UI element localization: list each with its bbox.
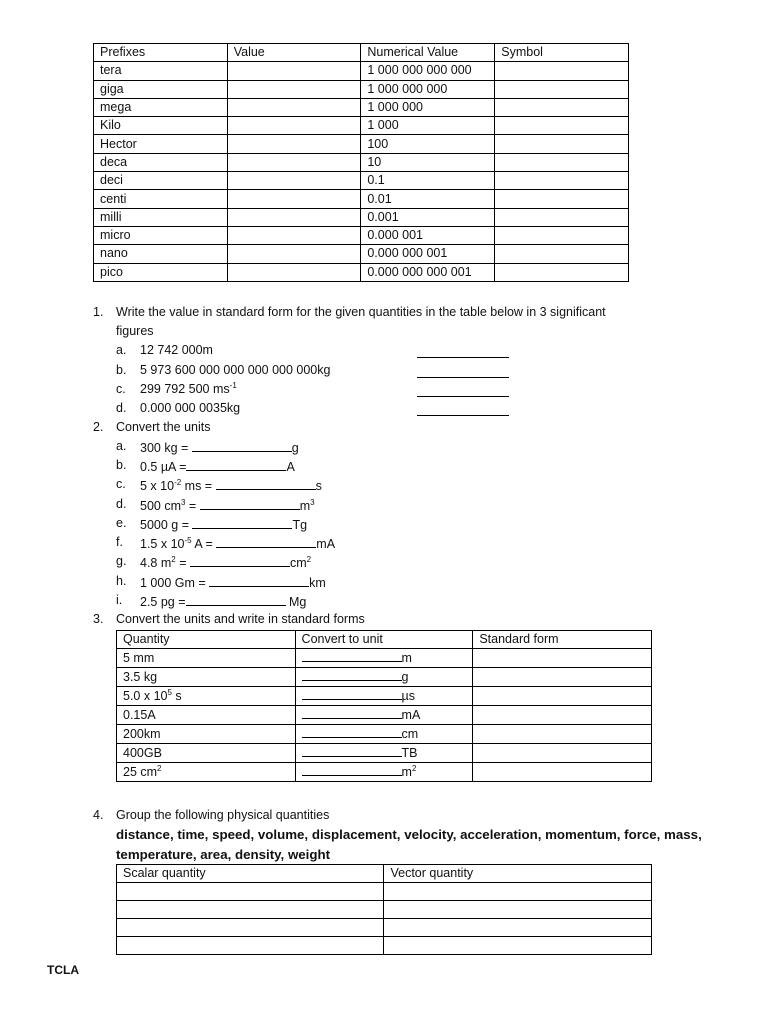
item-label: b. bbox=[116, 363, 127, 377]
target-unit: Mg bbox=[285, 595, 307, 609]
item-quantity: 5000 g = bbox=[140, 518, 193, 532]
prefix-cell[interactable] bbox=[495, 62, 629, 80]
convert-header-cell: Quantity bbox=[117, 631, 296, 649]
superscript: 2 bbox=[157, 763, 162, 773]
answer-blank[interactable] bbox=[200, 497, 300, 510]
item-text bbox=[140, 382, 237, 396]
prefix-cell: tera bbox=[94, 62, 228, 80]
answer-blank[interactable] bbox=[302, 668, 402, 681]
quantity-value: 400GB bbox=[123, 745, 162, 760]
superscript: 2 bbox=[411, 764, 417, 774]
target-unit: µs bbox=[401, 689, 415, 704]
prefix-cell[interactable] bbox=[227, 153, 361, 171]
convert-row bbox=[117, 744, 652, 763]
prefix-cell: giga bbox=[94, 80, 228, 98]
item-text bbox=[140, 516, 307, 532]
prefix-cell: 0.01 bbox=[361, 190, 495, 208]
convert-unit-cell[interactable] bbox=[295, 687, 473, 706]
item-quantity: 2.5 pg = bbox=[140, 595, 186, 609]
prefix-cell[interactable] bbox=[227, 135, 361, 153]
item-text bbox=[140, 458, 295, 474]
prefix-cell: nano bbox=[94, 245, 228, 263]
item-label: f. bbox=[116, 535, 123, 549]
convert-row bbox=[117, 649, 652, 668]
quantity-cell bbox=[117, 668, 296, 687]
quantity-value: 200km bbox=[123, 726, 161, 741]
prefix-row bbox=[94, 226, 629, 244]
item-text bbox=[140, 574, 326, 590]
item-equals: A = bbox=[191, 537, 217, 551]
target-unit: km bbox=[309, 576, 326, 590]
standard-form-cell[interactable] bbox=[473, 744, 652, 763]
scalar-cell[interactable] bbox=[117, 883, 384, 901]
item-label: g. bbox=[116, 554, 127, 568]
scalar-cell[interactable] bbox=[117, 919, 384, 937]
prefix-table bbox=[93, 43, 629, 282]
standard-form-cell[interactable] bbox=[473, 649, 652, 668]
target-unit: m bbox=[401, 651, 412, 666]
prefix-cell[interactable] bbox=[495, 153, 629, 171]
item-text bbox=[140, 401, 240, 415]
item-label: c. bbox=[116, 382, 126, 396]
standard-form-cell[interactable] bbox=[473, 687, 652, 706]
group-header-row bbox=[117, 865, 652, 883]
vector-cell[interactable] bbox=[384, 901, 652, 919]
convert-row bbox=[117, 687, 652, 706]
convert-row bbox=[117, 668, 652, 687]
item-quantity: 4.8 m bbox=[140, 556, 172, 570]
question-1-text: Write the value in standard form for the given quantities in the table below in 3 significant bbox=[116, 305, 606, 319]
footer-label: TCLA bbox=[47, 963, 79, 977]
prefix-cell[interactable] bbox=[227, 226, 361, 244]
prefix-cell[interactable] bbox=[227, 190, 361, 208]
prefix-row bbox=[94, 135, 629, 153]
group-row bbox=[117, 937, 652, 955]
prefix-cell: 0.000 001 bbox=[361, 226, 495, 244]
convert-row bbox=[117, 725, 652, 744]
prefix-cell[interactable] bbox=[227, 117, 361, 135]
group-table bbox=[116, 864, 652, 955]
quantity-cell bbox=[117, 763, 296, 782]
answer-blank[interactable] bbox=[302, 706, 402, 719]
superscript: -2 bbox=[174, 478, 182, 487]
item-quantity: 300 kg = bbox=[140, 441, 192, 455]
prefix-cell[interactable] bbox=[495, 172, 629, 190]
item-quantity: 12 742 000m bbox=[140, 343, 213, 357]
item-text bbox=[140, 477, 322, 493]
prefix-cell: 1 000 bbox=[361, 117, 495, 135]
answer-blank[interactable] bbox=[302, 687, 402, 700]
answer-line[interactable] bbox=[417, 415, 509, 416]
target-unit: mA bbox=[401, 708, 421, 723]
target-unit: mA bbox=[316, 537, 336, 551]
prefix-cell[interactable] bbox=[495, 98, 629, 116]
quantity-cell bbox=[117, 649, 296, 668]
prefix-cell: 1 000 000 000 bbox=[361, 80, 495, 98]
item-quantity: 1 000 Gm = bbox=[140, 576, 210, 590]
item-equals: = bbox=[185, 499, 200, 513]
quantity-cell bbox=[117, 706, 296, 725]
item-quantity: 1.5 x 10 bbox=[140, 537, 185, 551]
prefix-cell: milli bbox=[94, 208, 228, 226]
prefix-cell[interactable] bbox=[495, 190, 629, 208]
item-label: h. bbox=[116, 574, 127, 588]
prefix-cell[interactable] bbox=[227, 245, 361, 263]
item-quantity: 299 792 500 ms bbox=[140, 382, 230, 396]
item-text bbox=[140, 343, 213, 357]
quantity-value: 5 mm bbox=[123, 650, 155, 665]
answer-blank[interactable] bbox=[186, 458, 286, 471]
prefix-header-cell: Symbol bbox=[495, 44, 629, 62]
standard-form-cell[interactable] bbox=[473, 763, 652, 782]
quantity-unit: s bbox=[171, 688, 182, 703]
group-header-cell: Vector quantity bbox=[384, 865, 652, 883]
prefix-row bbox=[94, 153, 629, 171]
target-unit: Tg bbox=[292, 518, 308, 532]
prefix-cell[interactable] bbox=[227, 80, 361, 98]
group-row bbox=[117, 901, 652, 919]
answer-blank[interactable] bbox=[216, 535, 316, 548]
item-text bbox=[140, 535, 335, 551]
prefix-row bbox=[94, 263, 629, 281]
item-equals: ms = bbox=[181, 479, 216, 493]
vector-cell[interactable] bbox=[384, 937, 652, 955]
standard-form-cell[interactable] bbox=[473, 668, 652, 687]
item-quantity: 0.5 µA = bbox=[140, 460, 187, 474]
answer-blank[interactable] bbox=[192, 439, 292, 452]
answer-blank[interactable] bbox=[302, 649, 402, 662]
target-unit: g bbox=[291, 441, 299, 455]
prefix-cell[interactable] bbox=[227, 98, 361, 116]
answer-line[interactable] bbox=[417, 377, 509, 378]
prefix-cell[interactable] bbox=[495, 263, 629, 281]
superscript: 3 bbox=[181, 498, 186, 507]
convert-unit-cell[interactable] bbox=[295, 725, 473, 744]
prefix-cell: 1 000 000 bbox=[361, 98, 495, 116]
convert-header-row bbox=[117, 631, 652, 649]
item-label: c. bbox=[116, 477, 126, 491]
scalar-cell[interactable] bbox=[117, 901, 384, 919]
answer-blank[interactable] bbox=[190, 554, 290, 567]
quantity-cell bbox=[117, 725, 296, 744]
vector-cell[interactable] bbox=[384, 883, 652, 901]
item-label: d. bbox=[116, 497, 127, 511]
answer-blank[interactable] bbox=[216, 477, 316, 490]
item-label: a. bbox=[116, 439, 127, 453]
target-unit: m bbox=[299, 499, 311, 513]
answer-blank[interactable] bbox=[186, 593, 286, 606]
quantity-value: 5.0 x 10 bbox=[123, 688, 168, 703]
prefix-cell: 10 bbox=[361, 153, 495, 171]
standard-form-cell[interactable] bbox=[473, 725, 652, 744]
quantity-value: 0.15A bbox=[123, 707, 156, 722]
prefix-row bbox=[94, 190, 629, 208]
prefix-cell: 0.1 bbox=[361, 172, 495, 190]
scalar-cell[interactable] bbox=[117, 937, 384, 955]
answer-line[interactable] bbox=[417, 357, 509, 358]
prefix-cell: 0.001 bbox=[361, 208, 495, 226]
answer-line[interactable] bbox=[417, 396, 509, 397]
prefix-row bbox=[94, 117, 629, 135]
group-row bbox=[117, 883, 652, 901]
prefix-cell[interactable] bbox=[495, 245, 629, 263]
question-3-text: Convert the units and write in standard forms bbox=[116, 612, 365, 626]
question-3-number: 3. bbox=[93, 612, 104, 626]
item-text bbox=[140, 363, 330, 377]
prefix-header-cell: Prefixes bbox=[94, 44, 228, 62]
prefix-row bbox=[94, 98, 629, 116]
target-unit: cm bbox=[289, 556, 307, 570]
convert-row bbox=[117, 763, 652, 782]
item-label: b. bbox=[116, 458, 127, 472]
superscript: 5 bbox=[167, 687, 172, 697]
question-4-text: Group the following physical quantities bbox=[116, 808, 330, 822]
prefix-cell: Kilo bbox=[94, 117, 228, 135]
item-quantity: 500 cm bbox=[140, 499, 181, 513]
prefix-cell[interactable] bbox=[495, 135, 629, 153]
item-label: e. bbox=[116, 516, 127, 530]
question-2-text: Convert the units bbox=[116, 420, 211, 434]
question-4-quantities-line1: distance, time, speed, volume, displacement, velocity, acceleration, momentum, force, mass, bbox=[116, 827, 702, 842]
question-1-number: 1. bbox=[93, 305, 104, 319]
prefix-cell: deca bbox=[94, 153, 228, 171]
prefix-cell: 0.000 000 001 bbox=[361, 245, 495, 263]
answer-blank[interactable] bbox=[302, 763, 402, 776]
convert-header-cell: Standard form bbox=[473, 631, 652, 649]
item-quantity: 5 973 600 000 000 000 000 000kg bbox=[140, 363, 331, 377]
item-text bbox=[140, 497, 315, 513]
prefix-cell: 100 bbox=[361, 135, 495, 153]
convert-unit-cell[interactable] bbox=[295, 668, 473, 687]
prefix-cell[interactable] bbox=[495, 226, 629, 244]
vector-cell[interactable] bbox=[384, 919, 652, 937]
prefix-cell: Hector bbox=[94, 135, 228, 153]
answer-blank[interactable] bbox=[302, 744, 402, 757]
quantity-cell bbox=[117, 744, 296, 763]
quantity-value: 25 cm bbox=[123, 764, 158, 779]
quantity-cell bbox=[117, 687, 296, 706]
prefix-cell: 1 000 000 000 000 bbox=[361, 62, 495, 80]
prefix-cell[interactable] bbox=[227, 172, 361, 190]
prefix-cell: deci bbox=[94, 172, 228, 190]
prefix-cell: centi bbox=[94, 190, 228, 208]
target-unit: A bbox=[286, 460, 295, 474]
prefix-row bbox=[94, 172, 629, 190]
target-unit: g bbox=[401, 670, 409, 685]
prefix-row bbox=[94, 62, 629, 80]
prefix-cell[interactable] bbox=[495, 80, 629, 98]
target-unit: cm bbox=[401, 727, 419, 742]
prefix-row bbox=[94, 80, 629, 98]
prefix-cell[interactable] bbox=[227, 263, 361, 281]
prefix-header-cell: Numerical Value bbox=[361, 44, 495, 62]
group-row bbox=[117, 919, 652, 937]
item-label: i. bbox=[116, 593, 123, 607]
item-text bbox=[140, 439, 299, 455]
superscript: 3 bbox=[310, 498, 315, 507]
superscript: 2 bbox=[171, 555, 176, 564]
convert-unit-cell[interactable] bbox=[295, 763, 473, 782]
convert-unit-cell[interactable] bbox=[295, 744, 473, 763]
prefix-cell[interactable] bbox=[227, 62, 361, 80]
question-2-number: 2. bbox=[93, 420, 104, 434]
prefix-row bbox=[94, 245, 629, 263]
prefix-cell: 0.000 000 000 001 bbox=[361, 263, 495, 281]
question-1-text-line2: figures bbox=[116, 324, 154, 338]
question-4-quantities-line2: temperature, area, density, weight bbox=[116, 847, 331, 862]
answer-blank[interactable] bbox=[209, 574, 309, 587]
target-unit: m bbox=[401, 765, 412, 780]
superscript: -1 bbox=[229, 381, 237, 390]
superscript: -5 bbox=[184, 536, 192, 545]
prefix-cell: micro bbox=[94, 226, 228, 244]
target-unit: TB bbox=[401, 746, 418, 761]
prefix-header-row bbox=[94, 44, 629, 62]
convert-table bbox=[116, 630, 652, 782]
item-quantity: 5 x 10 bbox=[140, 479, 175, 493]
quantity-value: 3.5 kg bbox=[123, 669, 158, 684]
convert-unit-cell[interactable] bbox=[295, 649, 473, 668]
prefix-row bbox=[94, 208, 629, 226]
prefix-cell[interactable] bbox=[495, 208, 629, 226]
standard-form-cell[interactable] bbox=[473, 706, 652, 725]
target-unit: s bbox=[315, 479, 322, 493]
convert-unit-cell[interactable] bbox=[295, 706, 473, 725]
answer-blank[interactable] bbox=[302, 725, 402, 738]
convert-header-cell: Convert to unit bbox=[295, 631, 473, 649]
item-text bbox=[140, 593, 306, 609]
prefix-cell: pico bbox=[94, 263, 228, 281]
group-header-cell: Scalar quantity bbox=[117, 865, 384, 883]
prefix-cell[interactable] bbox=[227, 208, 361, 226]
item-quantity: 0.000 000 0035kg bbox=[140, 401, 241, 415]
item-label: d. bbox=[116, 401, 127, 415]
item-label: a. bbox=[116, 343, 127, 357]
prefix-cell[interactable] bbox=[495, 117, 629, 135]
prefix-cell: mega bbox=[94, 98, 228, 116]
item-equals: = bbox=[175, 556, 190, 570]
prefix-header-cell: Value bbox=[227, 44, 361, 62]
convert-row bbox=[117, 706, 652, 725]
question-4-number: 4. bbox=[93, 808, 104, 822]
item-text bbox=[140, 554, 311, 570]
superscript: 2 bbox=[306, 555, 312, 564]
answer-blank[interactable] bbox=[192, 516, 292, 529]
